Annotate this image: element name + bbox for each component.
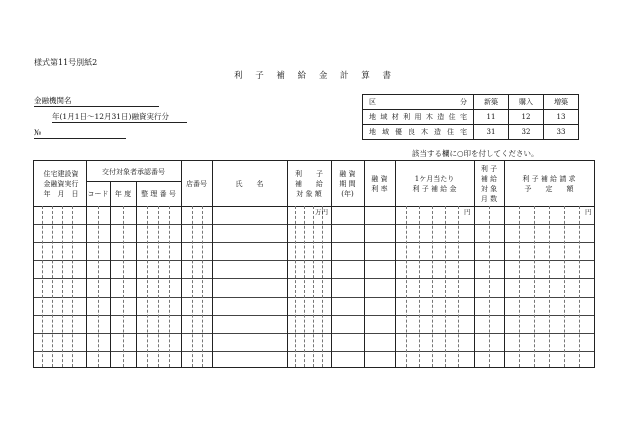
unit-yen-request: 円 bbox=[585, 208, 592, 216]
digit-guide bbox=[52, 206, 53, 367]
header-subsidy-base-line: 補 給 bbox=[295, 180, 323, 188]
digit-guide bbox=[458, 206, 459, 367]
header-request-amount-line: 利 子 補 給 請 求 bbox=[522, 175, 576, 183]
instruction-note: 該当する欄に○印を付してください。 bbox=[412, 149, 539, 158]
page-title: 利 子 補 給 金 計 算 書 bbox=[234, 71, 396, 81]
header-code: コード bbox=[87, 190, 109, 198]
digit-guide bbox=[158, 206, 159, 367]
table-row-divider bbox=[34, 242, 594, 243]
header-subsidy-months-line: 月 数 bbox=[480, 195, 498, 203]
unit-yen-monthly: 円 bbox=[464, 208, 471, 216]
table-row-divider bbox=[34, 224, 594, 225]
header-loan-date-line: 住宅建設資 bbox=[43, 170, 79, 178]
header-loan-date bbox=[36, 169, 86, 199]
digit-guide bbox=[304, 206, 305, 367]
category-code[interactable]: 11 bbox=[474, 110, 509, 125]
category-header-extension: 増築 bbox=[544, 95, 579, 110]
column-divider bbox=[110, 181, 111, 367]
category-code[interactable]: 12 bbox=[509, 110, 544, 125]
header-loan-period-line: (年) bbox=[341, 190, 354, 198]
category-code[interactable]: 32 bbox=[509, 125, 544, 140]
digit-guide bbox=[62, 206, 63, 367]
column-divider bbox=[212, 161, 213, 367]
header-loan-date-line: 年 月 日 bbox=[43, 190, 79, 198]
header-year: 年 度 bbox=[114, 190, 132, 198]
digit-guide bbox=[406, 206, 407, 367]
header-loan-period-line: 融 資 bbox=[339, 170, 356, 178]
digit-guide bbox=[98, 206, 99, 367]
category-code[interactable]: 31 bbox=[474, 125, 509, 140]
table-row-divider bbox=[34, 260, 594, 261]
header-divider bbox=[34, 206, 594, 207]
header-name: 氏 名 bbox=[235, 180, 264, 188]
table-row-divider bbox=[34, 333, 594, 334]
column-divider bbox=[136, 181, 137, 367]
category-header-new: 新築 bbox=[474, 95, 509, 110]
category-row bbox=[363, 110, 579, 125]
header-subsidy-months bbox=[474, 164, 504, 204]
category-header-label: 区 分 bbox=[363, 95, 474, 110]
digit-guide bbox=[489, 206, 490, 367]
header-subsidy-months-line: 利 子 bbox=[480, 165, 498, 173]
header-request-amount-line: 予 定 額 bbox=[524, 185, 574, 193]
digit-guide bbox=[549, 206, 550, 367]
header-monthly-subsidy-line: 1ケ月当たり bbox=[414, 175, 455, 183]
table-row-divider bbox=[34, 297, 594, 298]
form-id: 様式第11号別紙2 bbox=[34, 58, 98, 67]
digit-guide bbox=[445, 206, 446, 367]
header-approval-number: 交付対象者承認番号 bbox=[102, 168, 165, 176]
category-row bbox=[363, 125, 579, 140]
calculation-table bbox=[33, 160, 595, 368]
unit-man-yen: 万円 bbox=[315, 208, 328, 216]
header-serial: 整 理 番 号 bbox=[141, 190, 176, 198]
header-loan-period bbox=[331, 169, 364, 199]
header-loan-period-line: 期 間 bbox=[339, 180, 356, 188]
digit-guide bbox=[519, 206, 520, 367]
digit-guide bbox=[72, 206, 73, 367]
table-row-divider bbox=[34, 315, 594, 316]
header-request-amount bbox=[504, 174, 594, 194]
digit-guide bbox=[202, 206, 203, 367]
header-subsidy-months-line: 補 給 bbox=[480, 175, 498, 183]
table-row-divider bbox=[34, 278, 594, 279]
institution-name-field[interactable]: 金融機関名 bbox=[34, 97, 159, 107]
header-subsidy-months-line: 対 象 bbox=[480, 185, 498, 193]
header-loan-date-line: 金融資実行 bbox=[43, 180, 79, 188]
category-header-purchase: 購入 bbox=[509, 95, 544, 110]
document-number-field[interactable]: № bbox=[34, 129, 126, 139]
digit-guide bbox=[147, 206, 148, 367]
column-divider bbox=[181, 161, 182, 367]
digit-guide bbox=[295, 206, 296, 367]
approval-subdivider bbox=[86, 181, 181, 182]
category-label: 地域優良木造住宅 bbox=[363, 125, 474, 140]
header-subsidy-base-line: 利 子 bbox=[295, 170, 323, 178]
digit-guide bbox=[42, 206, 43, 367]
table-row-divider bbox=[34, 351, 594, 352]
category-code[interactable]: 33 bbox=[544, 125, 579, 140]
header-loan-rate-line: 融 資 bbox=[371, 175, 388, 183]
digit-guide bbox=[123, 206, 124, 367]
loan-period-field[interactable]: 年(1月1日〜12月31日)融資実行分 bbox=[52, 113, 187, 123]
header-subsidy-base-line: 対 象 額 bbox=[296, 190, 322, 198]
digit-guide bbox=[534, 206, 535, 367]
digit-guide bbox=[432, 206, 433, 367]
digit-guide bbox=[419, 206, 420, 367]
header-monthly-subsidy-line: 利 子 補 給 金 bbox=[412, 185, 457, 193]
header-loan-rate bbox=[364, 174, 395, 194]
header-loan-rate-line: 利 率 bbox=[371, 185, 388, 193]
category-code[interactable]: 13 bbox=[544, 110, 579, 125]
digit-guide bbox=[564, 206, 565, 367]
header-monthly-subsidy bbox=[395, 174, 474, 194]
digit-guide bbox=[579, 206, 580, 367]
digit-guide bbox=[313, 206, 314, 367]
header-branch: 店番号 bbox=[186, 180, 207, 188]
category-header-row bbox=[363, 95, 579, 110]
digit-guide bbox=[322, 206, 323, 367]
digit-guide bbox=[169, 206, 170, 367]
category-label: 地域材利用木造住宅 bbox=[363, 110, 474, 125]
category-table bbox=[362, 94, 579, 140]
header-subsidy-base bbox=[287, 169, 331, 199]
digit-guide bbox=[192, 206, 193, 367]
